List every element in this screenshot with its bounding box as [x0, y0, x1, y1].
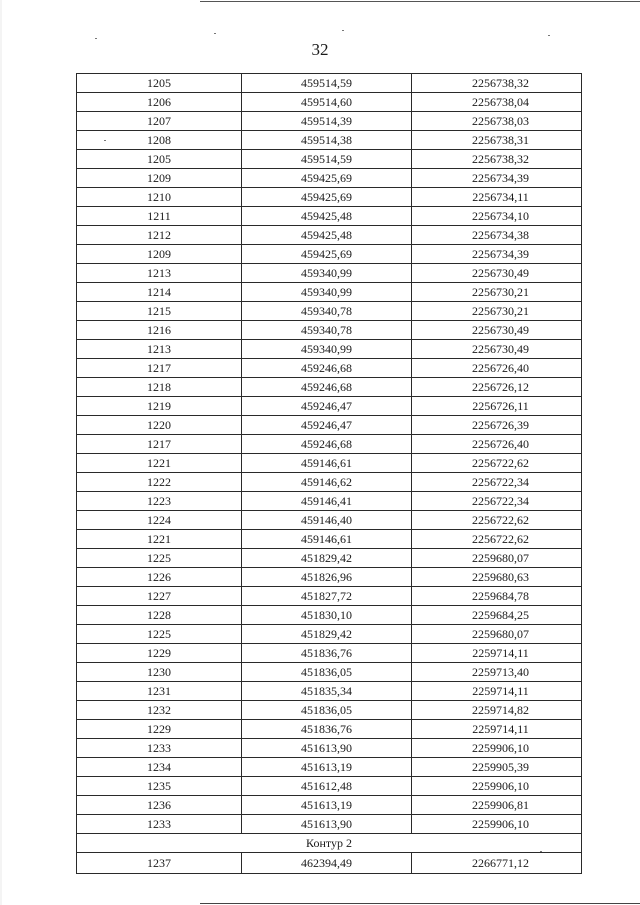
bottom-scan-line: [200, 903, 640, 904]
x-coordinate-cell: 459425,48: [242, 226, 412, 245]
y-coordinate-cell: 2256730,49: [412, 340, 582, 359]
point-number-cell: 1211: [77, 207, 242, 226]
point-number-cell: 1229: [77, 720, 242, 739]
x-coordinate-cell: 451826,96: [242, 568, 412, 587]
table-row: [77, 739, 582, 758]
scan-speck: [342, 30, 344, 31]
point-number-cell: 1230: [77, 663, 242, 682]
y-coordinate-cell: 2256722,34: [412, 492, 582, 511]
y-coordinate-cell: 2256734,39: [412, 245, 582, 264]
table-row: [77, 416, 582, 435]
point-number-cell: 1205: [77, 74, 242, 93]
y-coordinate-cell: 2256738,32: [412, 150, 582, 169]
y-coordinate-cell: 2256722,62: [412, 454, 582, 473]
y-coordinate-cell: 2259714,11: [412, 720, 582, 739]
y-coordinate-cell: 2259714,11: [412, 644, 582, 663]
point-number-cell: 1234: [77, 758, 242, 777]
table-row: [77, 625, 582, 644]
y-coordinate-cell: 2259684,25: [412, 606, 582, 625]
x-coordinate-cell: 459514,39: [242, 112, 412, 131]
x-coordinate-cell: 451613,90: [242, 739, 412, 758]
point-number-cell: 1213: [77, 264, 242, 283]
scan-speck: [548, 35, 550, 36]
x-coordinate-cell: 459514,60: [242, 93, 412, 112]
y-coordinate-cell: 2259680,07: [412, 625, 582, 644]
point-number-cell: 1231: [77, 682, 242, 701]
table-row: [77, 701, 582, 720]
table-row: [77, 663, 582, 682]
y-coordinate-cell: 2259680,07: [412, 549, 582, 568]
table-row: [77, 492, 582, 511]
table-row: [77, 473, 582, 492]
y-coordinate-cell: 2256738,31: [412, 131, 582, 150]
table-row: [77, 796, 582, 815]
y-coordinate-cell: 2256726,11: [412, 397, 582, 416]
table-row: [77, 435, 582, 454]
x-coordinate-cell: 459340,99: [242, 283, 412, 302]
table-row: [77, 245, 582, 264]
point-number-cell: 1216: [77, 321, 242, 340]
table-row: [77, 644, 582, 663]
y-coordinate-cell: 2259906,10: [412, 777, 582, 796]
y-coordinate-cell: 2256726,39: [412, 416, 582, 435]
x-coordinate-cell: 459146,61: [242, 530, 412, 549]
point-number-cell: 1229: [77, 644, 242, 663]
point-number-cell: 1221: [77, 454, 242, 473]
x-coordinate-cell: 459514,59: [242, 74, 412, 93]
table-row: [77, 378, 582, 397]
point-number-cell: 1209: [77, 245, 242, 264]
x-coordinate-cell: 459246,68: [242, 359, 412, 378]
point-number-cell: 1225: [77, 549, 242, 568]
scan-speck: [95, 38, 97, 39]
y-coordinate-cell: 2259714,11: [412, 682, 582, 701]
point-number-cell: 1233: [77, 739, 242, 758]
y-coordinate-cell: 2256730,21: [412, 283, 582, 302]
x-coordinate-cell: 459246,47: [242, 397, 412, 416]
x-coordinate-cell: 451827,72: [242, 587, 412, 606]
x-coordinate-cell: 451829,42: [242, 625, 412, 644]
section-label: Контур 2: [77, 834, 582, 853]
table-row: [77, 511, 582, 530]
y-coordinate-cell: 2256726,40: [412, 359, 582, 378]
x-coordinate-cell: 459425,69: [242, 245, 412, 264]
table-row: [77, 454, 582, 473]
y-coordinate-cell: 2259905,39: [412, 758, 582, 777]
y-coordinate-cell: 2256738,04: [412, 93, 582, 112]
table-row: [77, 758, 582, 777]
x-coordinate-cell: 451836,05: [242, 663, 412, 682]
point-number-cell: 1217: [77, 359, 242, 378]
table-row: [77, 815, 582, 834]
y-coordinate-cell: 2259684,78: [412, 587, 582, 606]
point-number-cell: 1237: [77, 853, 242, 874]
y-coordinate-cell: 2256722,34: [412, 473, 582, 492]
x-coordinate-cell: 451613,19: [242, 796, 412, 815]
table-row: [77, 150, 582, 169]
coordinate-table: [76, 73, 582, 874]
x-coordinate-cell: 459246,47: [242, 416, 412, 435]
x-coordinate-cell: 459425,48: [242, 207, 412, 226]
table-row: [77, 682, 582, 701]
y-coordinate-cell: 2259680,63: [412, 568, 582, 587]
y-coordinate-cell: 2259713,40: [412, 663, 582, 682]
table-row: [77, 302, 582, 321]
y-coordinate-cell: 2259714,82: [412, 701, 582, 720]
x-coordinate-cell: 459146,41: [242, 492, 412, 511]
x-coordinate-cell: 459340,99: [242, 264, 412, 283]
x-coordinate-cell: 451830,10: [242, 606, 412, 625]
table-row: [77, 359, 582, 378]
point-number-cell: 1206: [77, 93, 242, 112]
y-coordinate-cell: 2256722,62: [412, 530, 582, 549]
y-coordinate-cell: 2256730,21: [412, 302, 582, 321]
x-coordinate-cell: 451836,05: [242, 701, 412, 720]
x-coordinate-cell: 459425,69: [242, 169, 412, 188]
point-number-cell: 1212: [77, 226, 242, 245]
x-coordinate-cell: 451613,19: [242, 758, 412, 777]
x-coordinate-cell: 451836,76: [242, 720, 412, 739]
x-coordinate-cell: 459146,40: [242, 511, 412, 530]
page-number: 32: [311, 40, 329, 59]
point-number-cell: 1219: [77, 397, 242, 416]
point-number-cell: 1222: [77, 473, 242, 492]
table-row: [77, 283, 582, 302]
table-row: [77, 226, 582, 245]
point-number-cell: 1226: [77, 568, 242, 587]
point-number-cell: 1207: [77, 112, 242, 131]
point-number-cell: 1223: [77, 492, 242, 511]
y-coordinate-cell: 2256734,10: [412, 207, 582, 226]
table-row: [77, 188, 582, 207]
y-coordinate-cell: 2256734,39: [412, 169, 582, 188]
point-number-cell: 1220: [77, 416, 242, 435]
x-coordinate-cell: 459146,62: [242, 473, 412, 492]
table-row: [77, 530, 582, 549]
x-coordinate-cell: 459340,99: [242, 340, 412, 359]
y-coordinate-cell: 2256738,03: [412, 112, 582, 131]
table-row: [77, 853, 582, 874]
y-coordinate-cell: 2259906,10: [412, 739, 582, 758]
table-row: [77, 112, 582, 131]
point-number-cell: 1210: [77, 188, 242, 207]
table-row: [77, 568, 582, 587]
y-coordinate-cell: 2256738,32: [412, 74, 582, 93]
point-number-cell: 1208: [77, 131, 242, 150]
point-number-cell: 1205: [77, 150, 242, 169]
table-row: [77, 169, 582, 188]
x-coordinate-cell: 459340,78: [242, 321, 412, 340]
y-coordinate-cell: 2256722,62: [412, 511, 582, 530]
table-row: [77, 606, 582, 625]
x-coordinate-cell: 459146,61: [242, 454, 412, 473]
point-number-cell: 1215: [77, 302, 242, 321]
x-coordinate-cell: 462394,49: [242, 853, 412, 874]
y-coordinate-cell: 2256734,38: [412, 226, 582, 245]
coordinate-table-body: [77, 74, 582, 874]
table-row: [77, 93, 582, 112]
table-row: [77, 321, 582, 340]
x-coordinate-cell: 459514,38: [242, 131, 412, 150]
x-coordinate-cell: 451612,48: [242, 777, 412, 796]
x-coordinate-cell: 451613,90: [242, 815, 412, 834]
x-coordinate-cell: 459514,59: [242, 150, 412, 169]
y-coordinate-cell: 2266771,12: [412, 853, 582, 874]
point-number-cell: 1232: [77, 701, 242, 720]
table-row: [77, 720, 582, 739]
x-coordinate-cell: 451829,42: [242, 549, 412, 568]
table-row: [77, 207, 582, 226]
point-number-cell: 1235: [77, 777, 242, 796]
x-coordinate-cell: 459246,68: [242, 378, 412, 397]
point-number-cell: 1224: [77, 511, 242, 530]
y-coordinate-cell: 2256726,12: [412, 378, 582, 397]
point-number-cell: 1218: [77, 378, 242, 397]
point-number-cell: 1209: [77, 169, 242, 188]
table-row: [77, 74, 582, 93]
table-row: [77, 340, 582, 359]
table-row: [77, 549, 582, 568]
y-coordinate-cell: 2259906,10: [412, 815, 582, 834]
table-row: [77, 777, 582, 796]
point-number-cell: 1213: [77, 340, 242, 359]
table-row: [77, 131, 582, 150]
point-number-cell: 1214: [77, 283, 242, 302]
y-coordinate-cell: 2259906,81: [412, 796, 582, 815]
table-row: [77, 397, 582, 416]
x-coordinate-cell: 459425,69: [242, 188, 412, 207]
x-coordinate-cell: 459246,68: [242, 435, 412, 454]
point-number-cell: 1217: [77, 435, 242, 454]
point-number-cell: 1228: [77, 606, 242, 625]
x-coordinate-cell: 451836,76: [242, 644, 412, 663]
y-coordinate-cell: 2256734,11: [412, 188, 582, 207]
table-row: [77, 264, 582, 283]
scan-speck: [214, 33, 216, 34]
point-number-cell: 1227: [77, 587, 242, 606]
table-row: [77, 587, 582, 606]
y-coordinate-cell: 2256730,49: [412, 264, 582, 283]
point-number-cell: 1225: [77, 625, 242, 644]
top-scan-line: [200, 1, 640, 2]
point-number-cell: 1221: [77, 530, 242, 549]
scan-left-edge: [0, 0, 2, 905]
point-number-cell: 1236: [77, 796, 242, 815]
y-coordinate-cell: 2256726,40: [412, 435, 582, 454]
x-coordinate-cell: 459340,78: [242, 302, 412, 321]
section-header-row: [77, 834, 582, 853]
point-number-cell: 1233: [77, 815, 242, 834]
x-coordinate-cell: 451835,34: [242, 682, 412, 701]
y-coordinate-cell: 2256730,49: [412, 321, 582, 340]
